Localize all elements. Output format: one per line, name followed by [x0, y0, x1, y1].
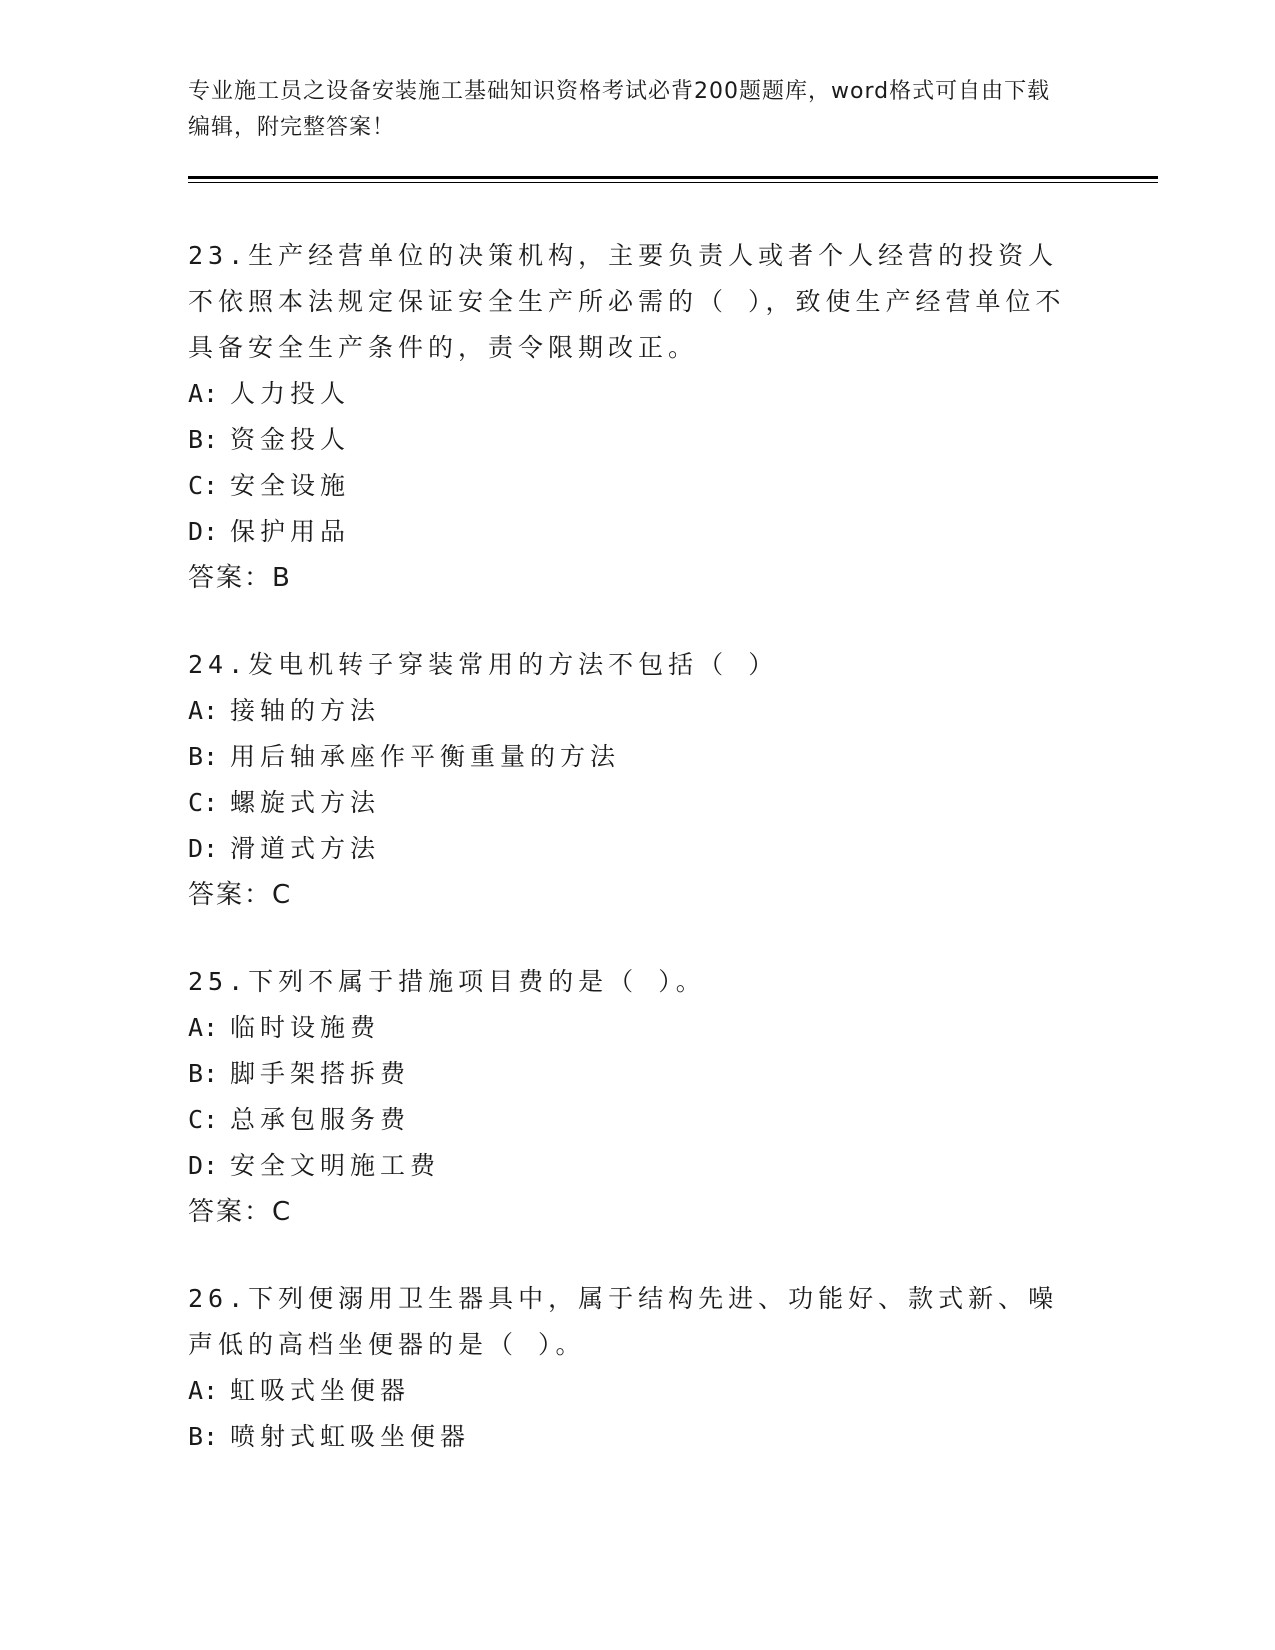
- question-stem: 26.下列便溺用卫生器具中，属于结构先进、功能好、款式新、噪声低的高档坐便器的是（ ）。: [188, 1284, 1059, 1359]
- option-letter: D:: [188, 517, 219, 546]
- option-text: 接轴的方法: [230, 696, 381, 725]
- option-text: 安全文明施工费: [230, 1151, 441, 1180]
- option-letter: D:: [188, 834, 219, 863]
- option-a: [188, 1368, 1088, 1414]
- option-text: 滑道式方法: [230, 834, 381, 863]
- option-a: [188, 1005, 1088, 1051]
- option-text: 安全设施: [230, 471, 351, 500]
- option-letter: A:: [188, 1013, 219, 1042]
- option-text: 临时设施费: [230, 1013, 381, 1042]
- question-24: [188, 642, 1088, 918]
- option-text: 虹吸式坐便器: [230, 1376, 411, 1405]
- question-25: [188, 959, 1088, 1235]
- answer-line: 答案：B: [188, 563, 292, 593]
- option-text: 总承包服务费: [230, 1105, 411, 1134]
- option-b: [188, 734, 1088, 780]
- option-b: [188, 417, 1088, 463]
- option-text: 喷射式虹吸坐便器: [230, 1422, 471, 1451]
- option-text: 脚手架搭拆费: [230, 1059, 411, 1088]
- option-letter: B:: [188, 1059, 219, 1088]
- option-letter: B:: [188, 425, 219, 454]
- question-stem: 24.发电机转子穿装常用的方法不包括（ ）: [188, 650, 779, 679]
- document-header: 专业施工员之设备安装施工基础知识资格考试必背200题题库，word格式可自由下载编辑，附完整答案！: [188, 79, 1051, 140]
- answer-line: 答案：C: [188, 1197, 293, 1227]
- question-23: [188, 233, 1088, 601]
- option-letter: A:: [188, 696, 219, 725]
- option-text: 用后轴承座作平衡重量的方法: [230, 742, 621, 771]
- option-a: [188, 688, 1088, 734]
- option-text: 保护用品: [230, 517, 351, 546]
- option-letter: C:: [188, 788, 219, 817]
- option-text: 资金投人: [230, 425, 351, 454]
- option-b: [188, 1414, 1088, 1460]
- option-letter: A:: [188, 379, 219, 408]
- option-text: 螺旋式方法: [230, 788, 381, 817]
- header-rule-thin: [188, 182, 1158, 183]
- header-divider: [188, 176, 1158, 183]
- option-d: [188, 1143, 1088, 1189]
- option-letter: B:: [188, 1422, 219, 1451]
- question-list: [188, 233, 1088, 1501]
- option-b: [188, 1051, 1088, 1097]
- option-letter: B:: [188, 742, 219, 771]
- option-a: [188, 371, 1088, 417]
- option-letter: C:: [188, 1105, 219, 1134]
- option-text: 人力投人: [230, 379, 351, 408]
- option-c: [188, 463, 1088, 509]
- option-letter: C:: [188, 471, 219, 500]
- option-c: [188, 1097, 1088, 1143]
- option-letter: D:: [188, 1151, 219, 1180]
- option-d: [188, 826, 1088, 872]
- question-26: [188, 1276, 1088, 1460]
- question-stem: 23.生产经营单位的决策机构，主要负责人或者个人经营的投资人不依照本法规定保证安全生产所必需的（ ），致使生产经营单位不具备安全生产条件的，责令限期改正。: [188, 241, 1066, 362]
- question-stem: 25.下列不属于措施项目费的是（ ）。: [188, 967, 706, 996]
- option-letter: A:: [188, 1376, 219, 1405]
- answer-line: 答案：C: [188, 880, 293, 910]
- option-c: [188, 780, 1088, 826]
- option-d: [188, 509, 1088, 555]
